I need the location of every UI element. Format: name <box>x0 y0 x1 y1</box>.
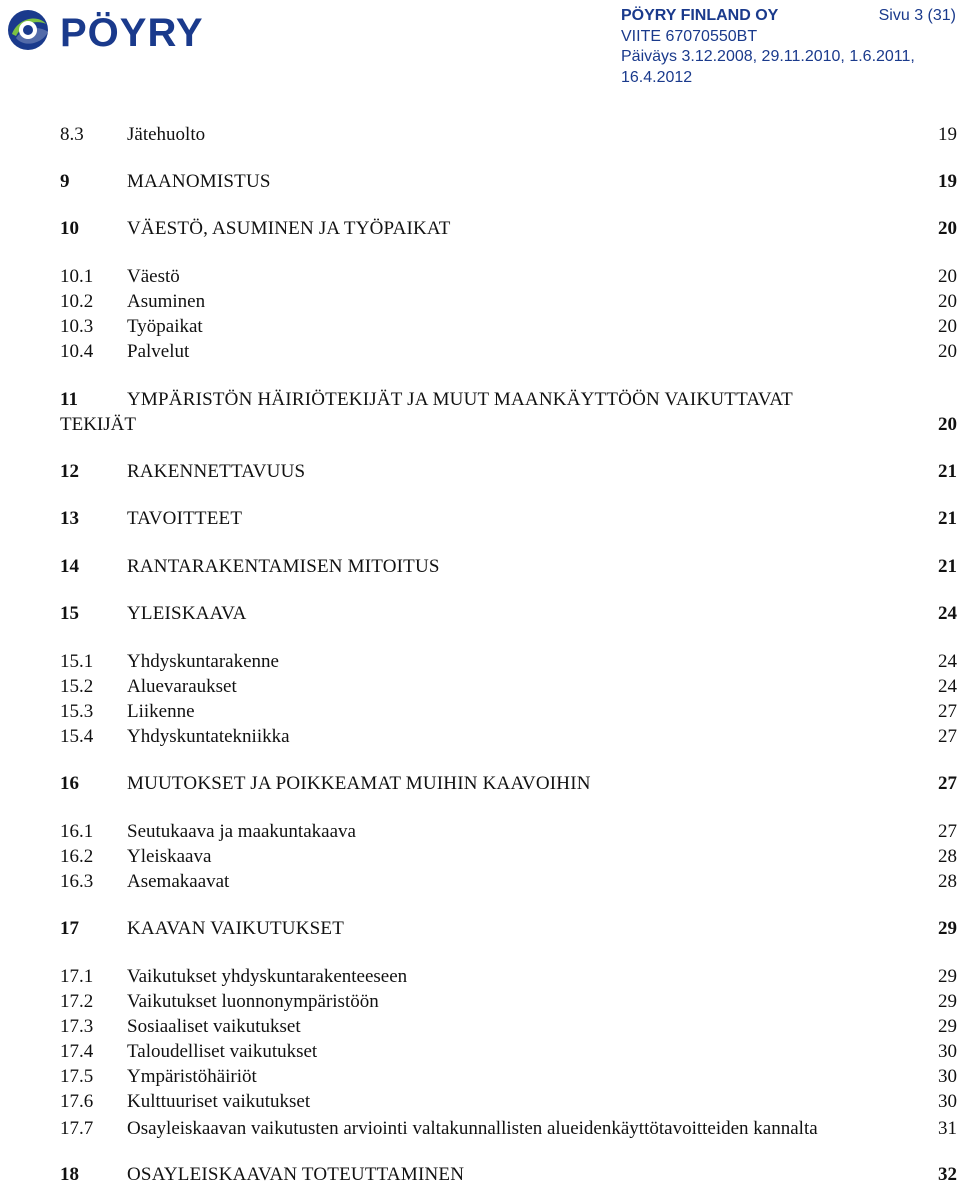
toc-entry-number: 15.3 <box>60 701 94 722</box>
toc-entry[interactable] <box>60 965 957 989</box>
toc-entry-title: YMPÄRISTÖN HÄIRIÖTEKIJÄT JA MUUT MAANKÄYTTÖÖN VAIKUTTAVAT <box>127 389 793 410</box>
toc-entry[interactable] <box>60 772 957 796</box>
toc-entry-number: 16.3 <box>60 871 94 892</box>
toc-entry-number: 10.4 <box>60 341 94 362</box>
toc-entry-page: 29 <box>938 991 957 1012</box>
toc-entry[interactable] <box>60 123 957 147</box>
toc-entry[interactable] <box>60 602 957 626</box>
poyry-logo-icon <box>4 4 244 52</box>
toc-entry[interactable] <box>60 217 957 241</box>
toc-entry-number: 13 <box>60 508 79 529</box>
toc-entry[interactable] <box>60 265 957 289</box>
toc-entry[interactable] <box>60 1117 957 1141</box>
toc-entry-number: 12 <box>60 461 79 482</box>
toc-entry-title: Ympäristöhäiriöt <box>127 1066 257 1087</box>
toc-entry[interactable] <box>60 290 957 314</box>
toc-entry-number: 17.6 <box>60 1091 94 1112</box>
toc-entry-number: 10.1 <box>60 266 94 287</box>
toc-entry-title: Työpaikat <box>127 316 203 337</box>
company-name: PÖYRY FINLAND OY <box>621 7 779 24</box>
toc-entry-page: 21 <box>938 508 957 529</box>
toc-entry[interactable] <box>60 460 957 484</box>
toc-entry-title: Yhdyskuntatekniikka <box>127 726 290 747</box>
toc-entry-page: 24 <box>938 603 957 624</box>
toc-entry-title: Palvelut <box>127 341 190 362</box>
toc-entry[interactable] <box>60 1065 957 1089</box>
toc-entry-page: 24 <box>938 676 957 697</box>
toc-entry-page: 20 <box>938 218 957 239</box>
toc-entry[interactable] <box>60 990 957 1014</box>
toc-entry[interactable] <box>60 315 957 339</box>
toc-entry[interactable] <box>60 507 957 531</box>
toc-entry-page: 24 <box>938 651 957 672</box>
toc-entry-number: 15.1 <box>60 651 94 672</box>
toc-entry-title: VÄESTÖ, ASUMINEN JA TYÖPAIKAT <box>127 218 451 239</box>
toc-entry-page: 29 <box>938 1016 957 1037</box>
toc-entry[interactable] <box>60 650 957 674</box>
toc-entry-number: 17.4 <box>60 1041 94 1062</box>
toc-entry-title: Liikenne <box>127 701 195 722</box>
toc-entry-title: MUUTOKSET JA POIKKEAMAT MUIHIN KAAVOIHIN <box>127 773 591 794</box>
toc-entry-number: 10.3 <box>60 316 94 337</box>
toc-entry-number: 18 <box>60 1164 79 1185</box>
toc-entry-page: 20 <box>938 266 957 287</box>
poyry-logo <box>4 4 244 52</box>
toc-entry-page: 30 <box>938 1066 957 1087</box>
toc-entry-page: 30 <box>938 1091 957 1112</box>
toc-entry[interactable] <box>60 725 957 749</box>
toc-entry-page: 27 <box>938 821 957 842</box>
toc-entry-page: 27 <box>938 701 957 722</box>
document-dates: Päiväys 3.12.2008, 29.11.2010, 1.6.2011, <box>621 48 915 65</box>
toc-entry-title-continued: TEKIJÄT <box>60 414 136 435</box>
toc-entry-number: 15.4 <box>60 726 94 747</box>
toc-entry[interactable] <box>60 340 957 364</box>
toc-entry-title: RAKENNETTAVUUS <box>127 461 306 482</box>
toc-entry-title: Taloudelliset vaikutukset <box>127 1041 318 1062</box>
toc-entry-title: Sosiaaliset vaikutukset <box>127 1016 301 1037</box>
toc-entry-number: 17.7 <box>60 1118 94 1139</box>
toc-entry-number: 9 <box>60 171 70 192</box>
toc-entry-number: 16 <box>60 773 79 794</box>
toc-entry-page: 30 <box>938 1041 957 1062</box>
toc-entry-title: Seutukaava ja maakuntakaava <box>127 821 356 842</box>
header-info <box>621 6 956 88</box>
page-number: Sivu 3 (31) <box>878 7 956 24</box>
toc-entry[interactable] <box>60 1015 957 1039</box>
toc-entry-number: 17 <box>60 918 79 939</box>
toc-entry-number: 10.2 <box>60 291 94 312</box>
toc-entry[interactable] <box>60 845 957 869</box>
toc-entry-title: Osayleiskaavan vaikutusten arviointi valtakunnallisten alueidenkäyttötavoitteiden kannalta <box>127 1118 818 1139</box>
toc-entry-number: 17.5 <box>60 1066 94 1087</box>
toc-entry[interactable] <box>60 1090 957 1114</box>
toc-entry-number: 17.2 <box>60 991 94 1012</box>
toc-entry-page: 19 <box>938 124 957 145</box>
toc-entry-number: 10 <box>60 218 79 239</box>
toc-entry[interactable] <box>60 700 957 724</box>
toc-entry-number: 17.1 <box>60 966 94 987</box>
toc-entry-title: OSAYLEISKAAVAN TOTEUTTAMINEN <box>127 1164 465 1185</box>
toc-entry-number: 14 <box>60 556 79 577</box>
toc-entry-page: 31 <box>938 1118 957 1139</box>
toc-entry-page: 28 <box>938 846 957 867</box>
toc-entry-page: 29 <box>938 966 957 987</box>
toc-entry-page: 27 <box>938 726 957 747</box>
toc-entry[interactable] <box>60 170 957 194</box>
toc-entry-number: 16.2 <box>60 846 94 867</box>
toc-entry-page: 32 <box>938 1164 957 1185</box>
toc-entry-page: 20 <box>938 316 957 337</box>
toc-entry[interactable] <box>60 555 957 579</box>
toc-entry-page: 20 <box>938 291 957 312</box>
document-reference: VIITE 67070550BT <box>621 27 758 45</box>
toc-entry-number: 15 <box>60 603 79 624</box>
toc-entry-title: TAVOITTEET <box>127 508 243 529</box>
toc-entry-number: 15.2 <box>60 676 94 697</box>
toc-entry[interactable] <box>60 820 957 844</box>
toc-entry-title: Jätehuolto <box>127 124 206 145</box>
toc-entry-title: Asuminen <box>127 291 206 312</box>
toc-entry-title: KAAVAN VAIKUTUKSET <box>127 918 345 939</box>
toc-entry-title: Aluevaraukset <box>127 676 237 697</box>
toc-entry-page: 28 <box>938 871 957 892</box>
toc-entry-page: 29 <box>938 918 957 939</box>
toc-entry-page: 20 <box>938 414 957 435</box>
toc-entry-page: 27 <box>938 773 957 794</box>
toc-entry-page: 21 <box>938 461 957 482</box>
toc-entry-page: 21 <box>938 556 957 577</box>
toc-entry-title: Kulttuuriset vaikutukset <box>127 1091 311 1112</box>
page-header <box>0 0 960 95</box>
toc-entry-title: Vaikutukset luonnonympäristöön <box>127 991 379 1012</box>
toc-entry-number: 11 <box>60 389 78 410</box>
toc-entry-title: MAANOMISTUS <box>127 171 271 192</box>
document-dates-cont: 16.4.2012 <box>621 68 693 86</box>
toc-entry-number: 8.3 <box>60 124 84 145</box>
toc-entry[interactable] <box>60 675 957 699</box>
logo-wordmark: PÖYRY <box>60 11 204 52</box>
toc-entry-title: Yleiskaava <box>127 846 212 867</box>
toc-entry-page: 20 <box>938 341 957 362</box>
toc-entry-title: YLEISKAAVA <box>127 603 247 624</box>
toc-entry-title: Vaikutukset yhdyskuntarakenteeseen <box>127 966 408 987</box>
toc-entry-title: Väestö <box>127 266 180 287</box>
toc-entry[interactable] <box>60 1163 957 1187</box>
toc-entry-title: Yhdyskuntarakenne <box>127 651 279 672</box>
toc-entry[interactable] <box>60 1040 957 1064</box>
toc-entry[interactable] <box>60 917 957 941</box>
toc-entry[interactable] <box>60 388 957 435</box>
toc-entry-number: 16.1 <box>60 821 94 842</box>
toc-entry-page: 19 <box>938 171 957 192</box>
toc-entry[interactable] <box>60 870 957 894</box>
toc-entry-number: 17.3 <box>60 1016 94 1037</box>
toc-entry-title: RANTARAKENTAMISEN MITOITUS <box>127 556 440 577</box>
toc-entry-title: Asemakaavat <box>127 871 230 892</box>
